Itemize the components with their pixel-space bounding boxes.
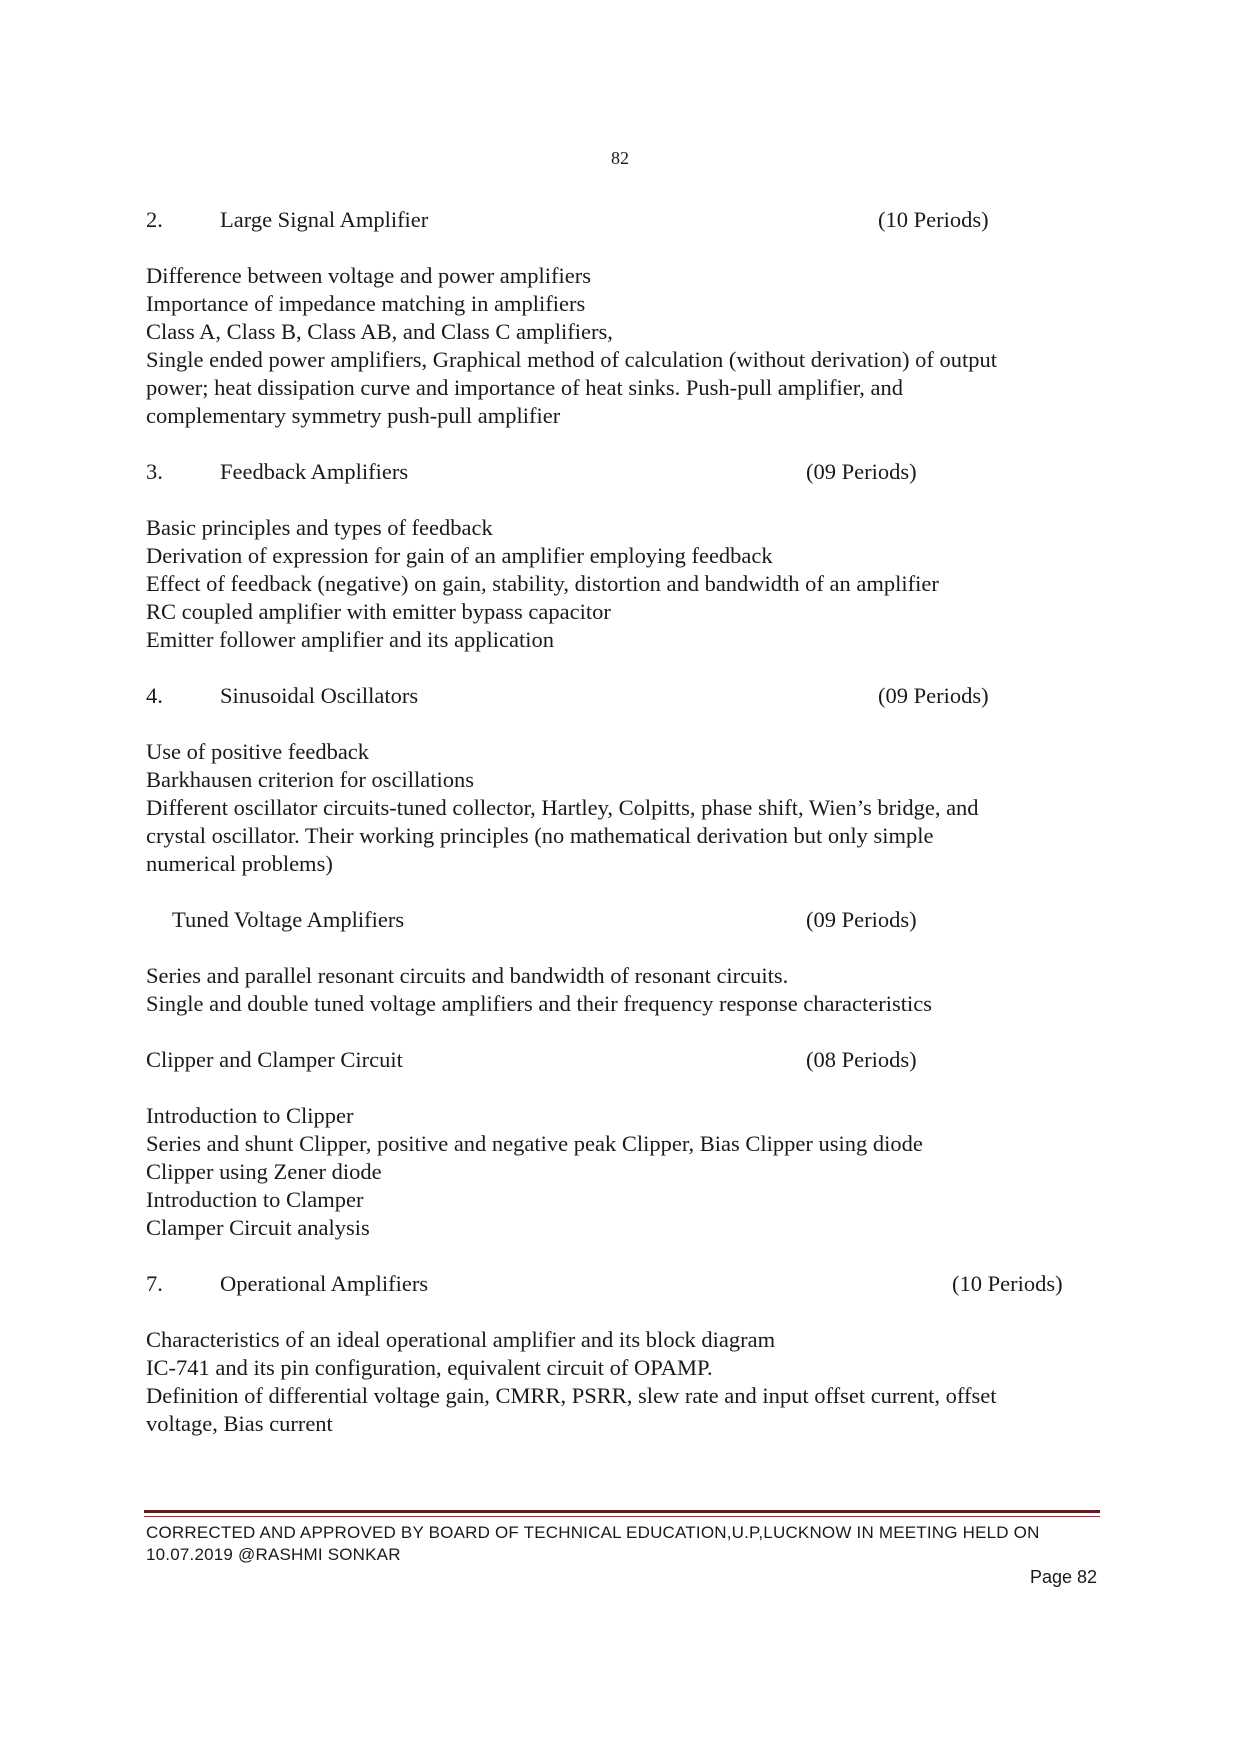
body-line: IC-741 and its pin configuration, equivalent circuit of OPAMP. xyxy=(146,1355,713,1380)
body-line: crystal oscillator. Their working principles (no mathematical derivation but only simple xyxy=(146,823,934,848)
footer-line-1: CORRECTED AND APPROVED BY BOARD OF TECHNICAL EDUCATION,U.P,LUCKNOW IN MEETING HELD ON xyxy=(146,1523,1040,1542)
section-body xyxy=(146,1102,1096,1242)
section-body xyxy=(146,1326,1096,1438)
section-heading xyxy=(146,682,1096,710)
body-line: Series and shunt Clipper, positive and negative peak Clipper, Bias Clipper using diode xyxy=(146,1131,923,1156)
body-line: Introduction to Clipper xyxy=(146,1103,354,1128)
body-line: Clamper Circuit analysis xyxy=(146,1215,370,1240)
section-heading xyxy=(146,1046,1096,1074)
section-heading xyxy=(146,1270,1096,1298)
section-number: 3. xyxy=(146,459,163,484)
body-line: Derivation of expression for gain of an amplifier employing feedback xyxy=(146,543,773,568)
body-line: Definition of differential voltage gain, CMRR, PSRR, slew rate and input offset current, offset xyxy=(146,1383,997,1408)
section-periods: (10 Periods) xyxy=(878,207,989,232)
section-body xyxy=(146,962,1096,1018)
body-line: numerical problems) xyxy=(146,851,333,876)
section-number: 4. xyxy=(146,683,163,708)
section-heading xyxy=(146,206,1096,234)
body-line: Effect of feedback (negative) on gain, stability, distortion and bandwidth of an amplifier xyxy=(146,571,939,596)
section-heading xyxy=(146,906,1096,934)
section-heading xyxy=(146,458,1096,486)
section-title: Sinusoidal Oscillators xyxy=(220,683,419,708)
section-title: Clipper and Clamper Circuit xyxy=(146,1047,403,1072)
section-title: Operational Amplifiers xyxy=(220,1271,429,1296)
syllabus-content xyxy=(146,206,1096,1466)
body-line: Characteristics of an ideal operational amplifier and its block diagram xyxy=(146,1327,776,1352)
page-number-top: 82 xyxy=(611,148,629,168)
body-line: Class A, Class B, Class AB, and Class C amplifiers, xyxy=(146,319,613,344)
body-line: Single and double tuned voltage amplifiers and their frequency response characteristics xyxy=(146,991,932,1016)
footer-line-2: 10.07.2019 @RASHMI SONKAR xyxy=(146,1545,401,1564)
body-line: Basic principles and types of feedback xyxy=(146,515,493,540)
footer-rule xyxy=(144,1510,1100,1513)
body-line: power; heat dissipation curve and importance of heat sinks. Push-pull amplifier, and xyxy=(146,375,904,400)
body-line: voltage, Bias current xyxy=(146,1411,333,1436)
section-title: Tuned Voltage Amplifiers xyxy=(172,907,405,932)
body-line: Introduction to Clamper xyxy=(146,1187,364,1212)
section-number: 7. xyxy=(146,1271,163,1296)
section-periods: (10 Periods) xyxy=(952,1271,1063,1296)
section-body xyxy=(146,738,1096,878)
footer-page-label: Page 82 xyxy=(1030,1567,1098,1587)
section-periods: (09 Periods) xyxy=(806,459,917,484)
section-body xyxy=(146,262,1096,430)
body-line: Single ended power amplifiers, Graphical method of calculation (without derivation) of output xyxy=(146,347,998,372)
body-line: Different oscillator circuits-tuned collector, Hartley, Colpitts, phase shift, Wien’s bridge, and xyxy=(146,795,979,820)
footer-approval-note xyxy=(146,1522,1106,1566)
footer-rule-thin xyxy=(144,1516,1100,1517)
section-title: Large Signal Amplifier xyxy=(220,207,429,232)
section-title: Feedback Amplifiers xyxy=(220,459,409,484)
body-line: Importance of impedance matching in amplifiers xyxy=(146,291,586,316)
body-line: Clipper using Zener diode xyxy=(146,1159,382,1184)
section-periods: (08 Periods) xyxy=(806,1047,917,1072)
section-periods: (09 Periods) xyxy=(878,683,989,708)
body-line: Barkhausen criterion for oscillations xyxy=(146,767,475,792)
body-line: Difference between voltage and power amplifiers xyxy=(146,263,592,288)
section-body xyxy=(146,514,1096,654)
body-line: Series and parallel resonant circuits and bandwidth of resonant circuits. xyxy=(146,963,789,988)
body-line: complementary symmetry push-pull amplifier xyxy=(146,403,561,428)
body-line: RC coupled amplifier with emitter bypass capacitor xyxy=(146,599,611,624)
section-number: 2. xyxy=(146,207,163,232)
section-periods: (09 Periods) xyxy=(806,907,917,932)
body-line: Use of positive feedback xyxy=(146,739,370,764)
body-line: Emitter follower amplifier and its application xyxy=(146,627,554,652)
